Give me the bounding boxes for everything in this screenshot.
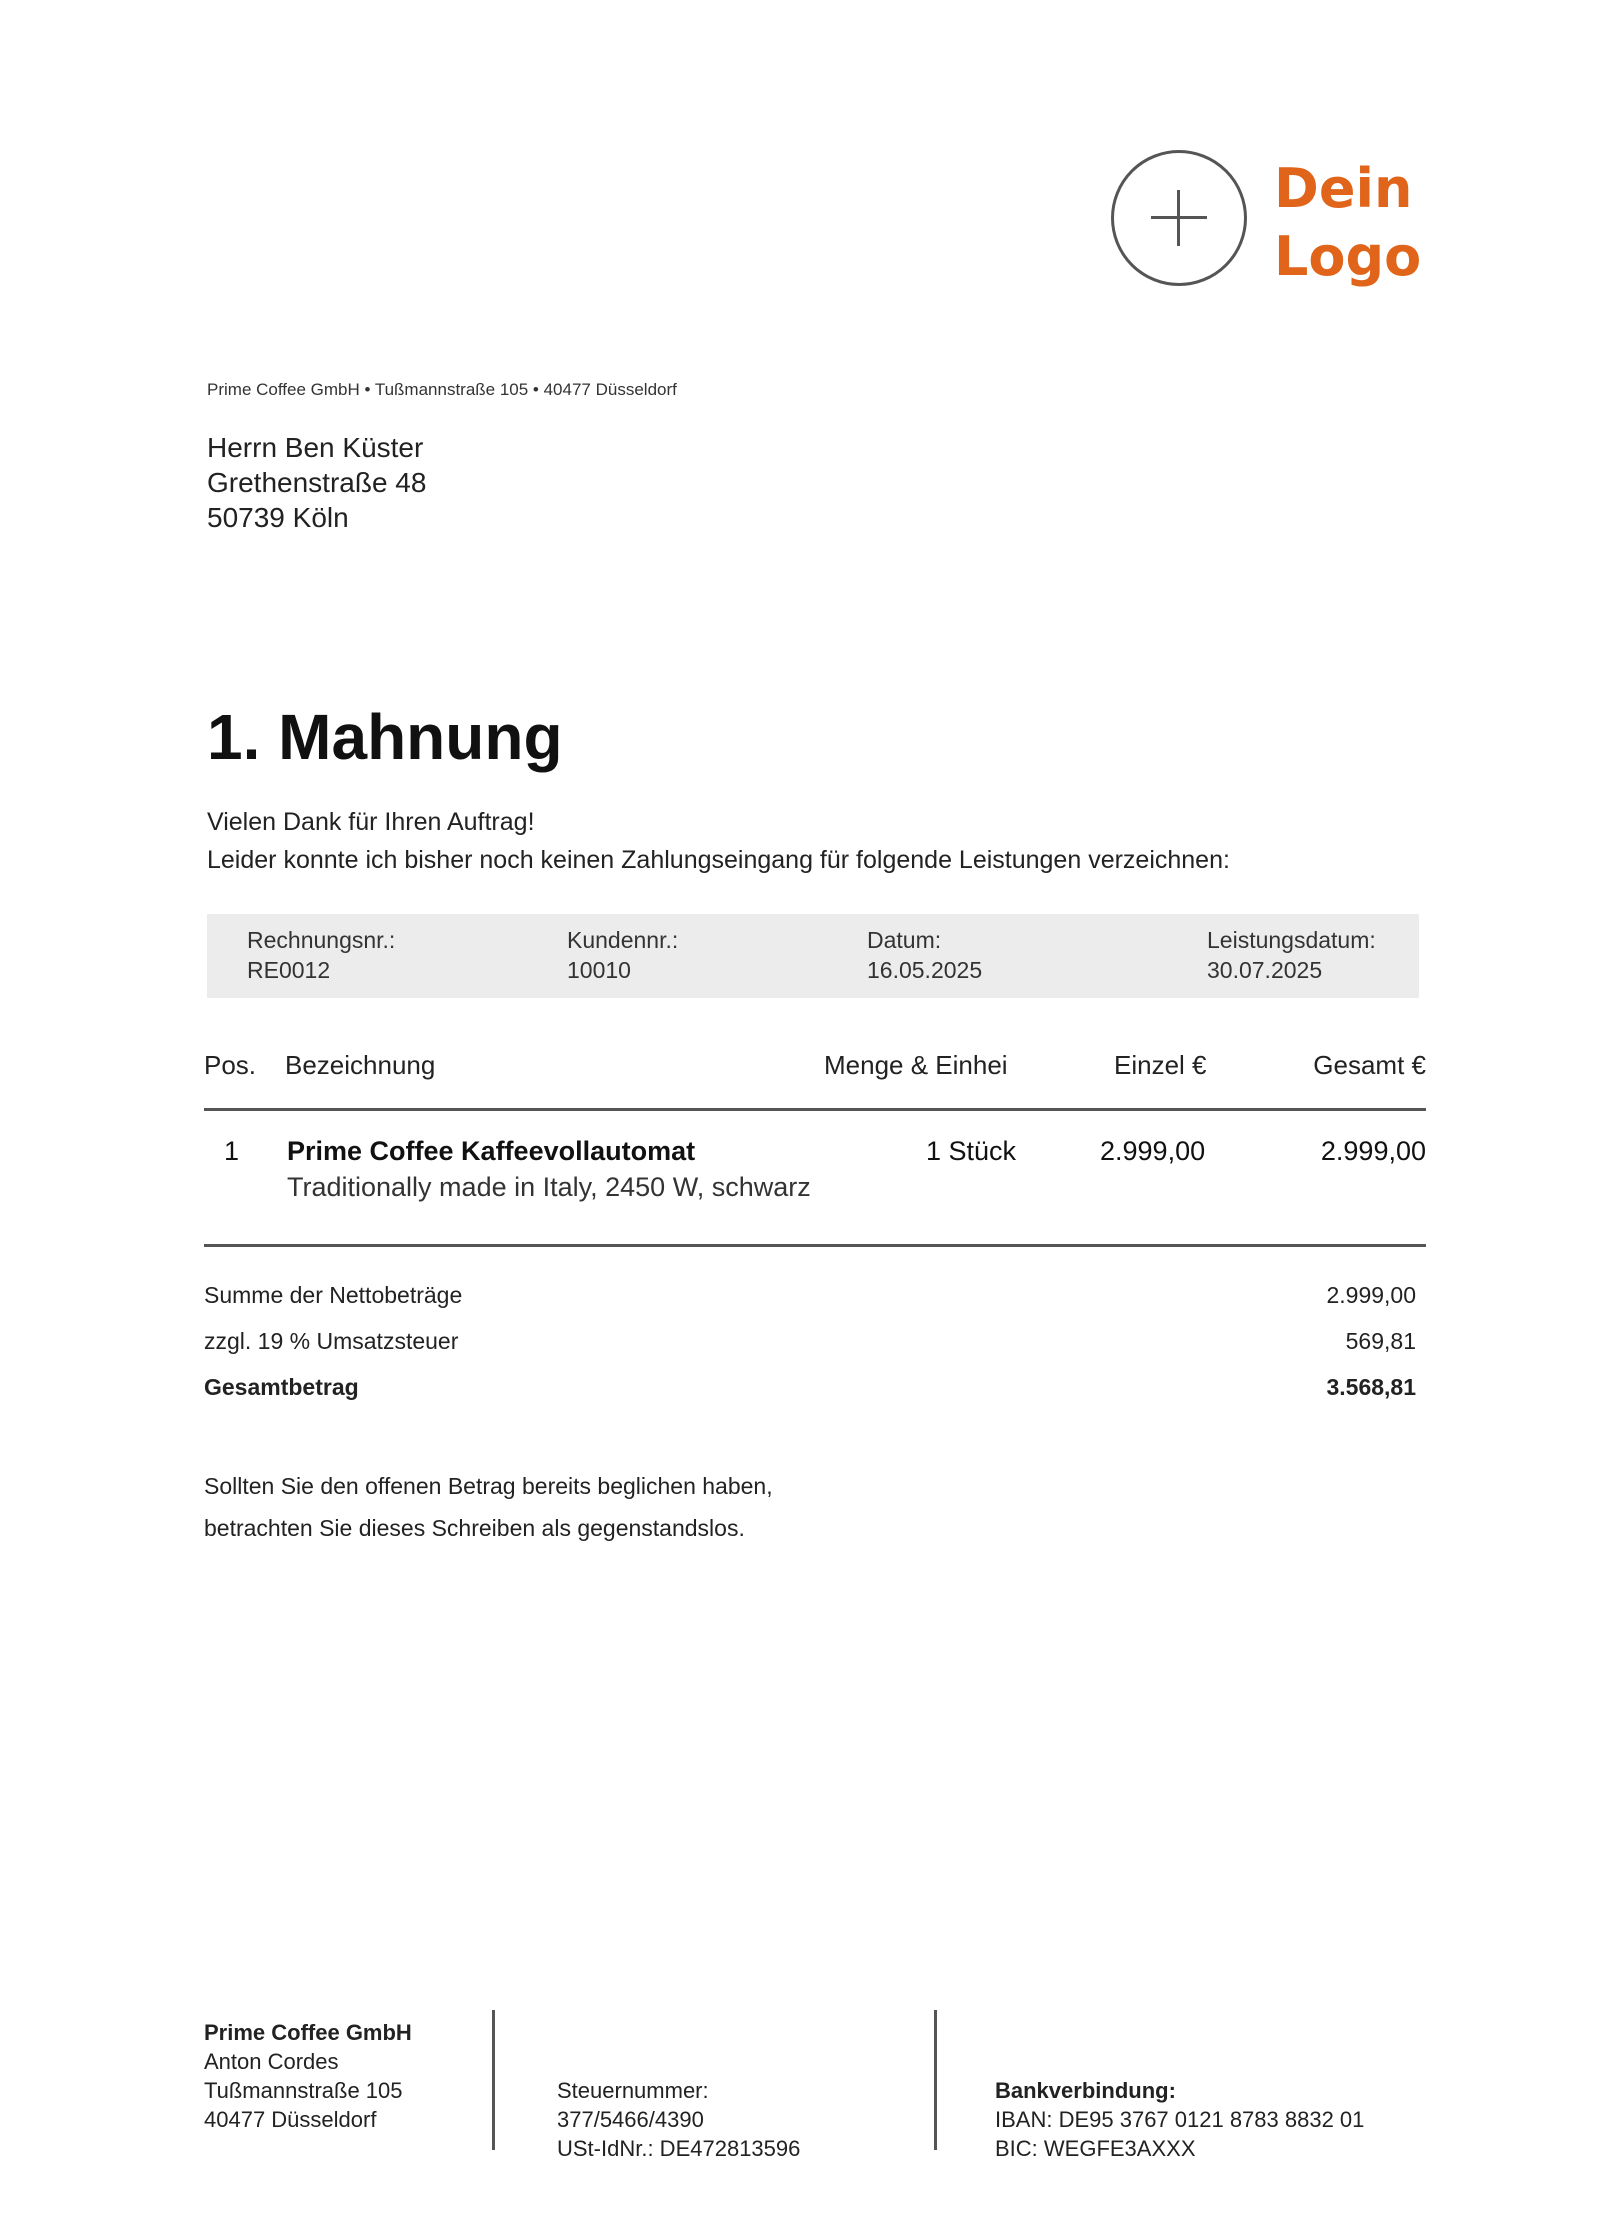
item-name: Prime Coffee Kaffeevollautomat (287, 1136, 696, 1166)
invoice-number-label: Rechnungsnr.: (247, 927, 396, 953)
net-sum-value: 2.999,00 (1326, 1282, 1416, 1308)
footer-vat-id: USt-IdNr.: DE472813596 (557, 2136, 801, 2161)
footer-tax-number: 377/5466/4390 (557, 2107, 704, 2132)
table-divider-bottom (204, 1244, 1426, 1247)
logo-line-2: Logo (1274, 225, 1422, 288)
footer-tax-label: Steuernummer: (557, 2078, 709, 2103)
vat-value: 569,81 (1345, 1328, 1416, 1354)
footer-bank (995, 2076, 1364, 2163)
customer-number-label: Kundennr.: (567, 927, 679, 953)
recipient-street: Grethenstraße 48 (207, 467, 427, 498)
date-label: Datum: (867, 927, 942, 953)
plus-icon-vertical (1177, 190, 1180, 246)
header-description: Bezeichnung (285, 1050, 436, 1080)
vat-row (204, 1328, 1416, 1364)
logo-line-1: Dein (1274, 157, 1413, 220)
recipient-city: 50739 Köln (207, 502, 349, 533)
service-date-label: Leistungsdatum: (1207, 927, 1376, 953)
closing-text (204, 1465, 773, 1549)
header-unit-price: Einzel € (1114, 1050, 1207, 1080)
item-quantity: 1 Stück (926, 1136, 1017, 1166)
footer-divider (934, 2010, 937, 2150)
date-value: 16.05.2025 (867, 957, 983, 983)
header-quantity: Menge & Einhei (824, 1050, 1008, 1080)
recipient-name: Herrn Ben Küster (207, 432, 424, 463)
customer-number: 10010 (567, 957, 631, 983)
item-total: 2.999,00 (1320, 1136, 1426, 1166)
customer-number-cell (567, 925, 678, 985)
footer-street: Tußmannstraße 105 (204, 2078, 403, 2103)
header-pos: Pos. (204, 1050, 257, 1080)
gross-total-row (204, 1374, 1416, 1410)
footer-divider (492, 2010, 495, 2150)
footer-contact: Anton Cordes (204, 2049, 339, 2074)
item-detail: Traditionally made in Italy, 2450 W, schwarz (287, 1172, 811, 1202)
footer-iban: IBAN: DE95 3767 0121 8783 8832 01 (995, 2107, 1365, 2132)
recipient-address (207, 430, 426, 535)
table-header (204, 1050, 1426, 1090)
gross-total-label: Gesamtbetrag (204, 1374, 359, 1400)
table-divider-top (204, 1108, 1426, 1111)
date-cell (867, 925, 982, 985)
logo-text (1274, 155, 1474, 291)
footer-bic: BIC: WEGFE3AXXX (995, 2136, 1196, 2161)
footer-company (204, 2018, 412, 2134)
gross-total-value: 3.568,81 (1326, 1374, 1416, 1400)
footer-city: 40477 Düsseldorf (204, 2107, 377, 2132)
invoice-number: RE0012 (247, 957, 331, 983)
invoice-number-cell (247, 925, 395, 985)
footer-tax (557, 2076, 800, 2163)
footer-bank-label: Bankverbindung: (995, 2078, 1176, 2103)
service-date-cell (1207, 925, 1376, 985)
footer-company-name: Prime Coffee GmbH (204, 2020, 412, 2045)
document-title: 1. Mahnung (207, 701, 563, 773)
vat-label: zzgl. 19 % Umsatzsteuer (204, 1328, 459, 1354)
closing-line-1: Sollten Sie den offenen Betrag bereits beglichen haben, (204, 1473, 773, 1499)
sender-return-address: Prime Coffee GmbH • Tußmannstraße 105 • 40477 Düsseldorf (207, 380, 677, 399)
service-date-value: 30.07.2025 (1207, 957, 1323, 983)
table-row (204, 1136, 1426, 1216)
item-unit-price: 2.999,00 (1100, 1136, 1206, 1166)
header-total: Gesamt € (1313, 1050, 1426, 1080)
invoice-meta-box (207, 914, 1419, 998)
intro-line-1: Vielen Dank für Ihren Auftrag! (207, 808, 535, 836)
intro-line-2: Leider konnte ich bisher noch keinen Zahlungseingang für folgende Leistungen verzeichnen: (207, 846, 1230, 874)
closing-line-2: betrachten Sie dieses Schreiben als gegenstandslos. (204, 1515, 745, 1541)
net-sum-label: Summe der Nettobeträge (204, 1282, 463, 1308)
item-position: 1 (224, 1136, 240, 1166)
intro-text (207, 803, 1230, 879)
net-sum-row (204, 1282, 1416, 1318)
